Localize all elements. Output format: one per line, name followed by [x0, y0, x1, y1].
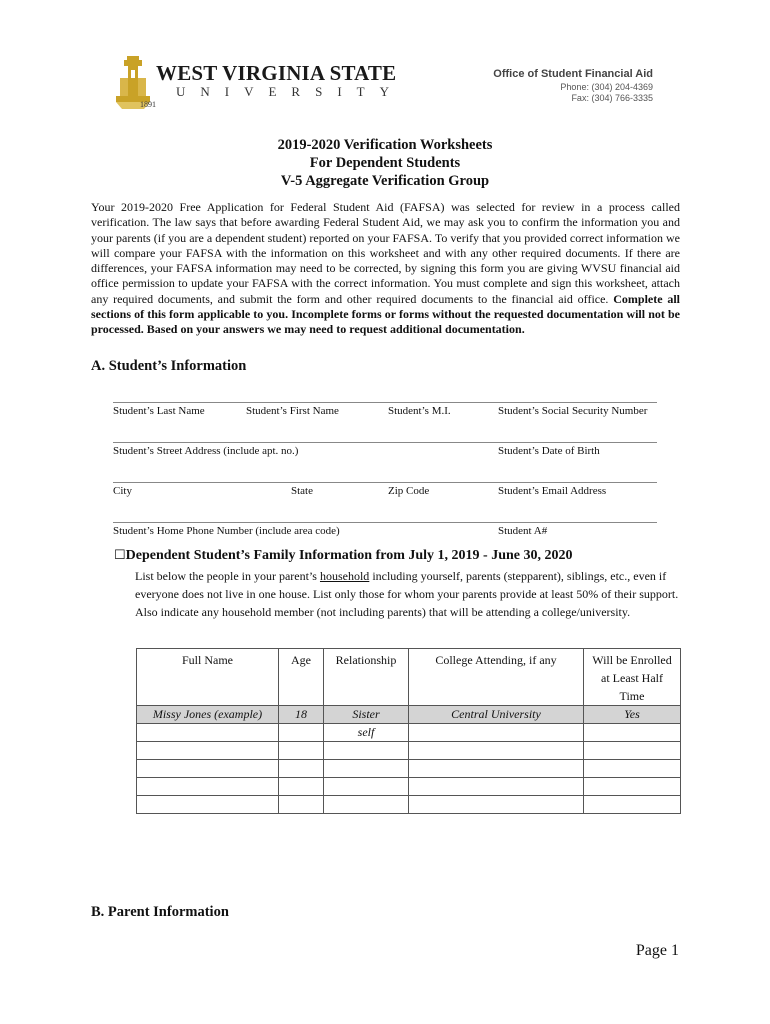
cell-name[interactable]: [137, 760, 279, 778]
table-row-self: [137, 724, 681, 742]
cell-relationship[interactable]: [324, 742, 409, 760]
section-b-title: B. Parent Information: [91, 904, 229, 920]
col-age: Age: [279, 649, 324, 706]
cell-college[interactable]: [409, 760, 584, 778]
cell-age[interactable]: [279, 796, 324, 814]
col-relationship: Relationship: [324, 649, 409, 706]
col-half-time: Will be Enrolled at Least Half Time: [584, 649, 681, 706]
table-row-example: [137, 706, 681, 724]
zip-label: Zip Code: [388, 485, 430, 497]
table-row: [137, 778, 681, 796]
student-row1-line[interactable]: [113, 402, 657, 403]
student-a-number-label: Student A#: [498, 525, 548, 537]
cell-half-time[interactable]: [584, 796, 681, 814]
col-full-name: Full Name: [137, 649, 279, 706]
cell-college[interactable]: [409, 796, 584, 814]
family-checkbox[interactable]: ☐: [114, 547, 126, 562]
cell-name[interactable]: [137, 724, 279, 742]
title-line-2: For Dependent Students: [309, 155, 461, 171]
cell-name: Missy Jones (example): [137, 706, 279, 724]
cell-age[interactable]: [279, 760, 324, 778]
cell-half-time[interactable]: [584, 778, 681, 796]
page-number: Page 1: [635, 942, 679, 959]
cell-relationship[interactable]: [324, 796, 409, 814]
cell-relationship: Sister: [324, 706, 409, 724]
state-label: State: [291, 485, 313, 497]
cell-college[interactable]: [409, 778, 584, 796]
cell-half-time[interactable]: [584, 742, 681, 760]
family-heading-row: [114, 546, 573, 564]
table-row: [137, 760, 681, 778]
mi-label: Student’s M.I.: [388, 405, 451, 417]
cell-relationship[interactable]: self: [324, 724, 409, 742]
city-label: City: [113, 485, 132, 497]
university-name: WEST VIRGINIA STATE: [156, 61, 397, 85]
table-row: [137, 796, 681, 814]
cell-college[interactable]: [409, 724, 584, 742]
title-line-3: V-5 Aggregate Verification Group: [280, 173, 490, 189]
cell-half-time[interactable]: [584, 724, 681, 742]
first-name-label: Student’s First Name: [246, 405, 339, 417]
cell-relationship[interactable]: [324, 778, 409, 796]
student-row4-line[interactable]: [113, 522, 657, 523]
section-a-title: A. Student’s Information: [91, 358, 247, 374]
cell-name[interactable]: [137, 778, 279, 796]
cell-age[interactable]: [279, 742, 324, 760]
street-address-label: Student’s Street Address (include apt. no.): [113, 445, 299, 457]
intro-paragraph: [91, 200, 680, 338]
cell-name[interactable]: [137, 796, 279, 814]
title-line-1: 2019-2020 Verification Worksheets: [277, 137, 493, 153]
last-name-label: Student’s Last Name: [113, 405, 205, 417]
cell-half-time[interactable]: [584, 760, 681, 778]
cell-age[interactable]: [279, 724, 324, 742]
intro-bold-text: Complete all sections of this form applicable to you. Incomplete forms or forms without the requested documentation will not be processed. Based on your answers we may need to request additional documentation.: [91, 291, 681, 337]
date-of-birth-label: Student’s Date of Birth: [498, 445, 600, 457]
family-description: [135, 567, 683, 621]
cell-age: 18: [279, 706, 324, 724]
university-word: UNIVERSITY: [176, 84, 404, 99]
table-row: [137, 742, 681, 760]
ssn-label: Student’s Social Security Number: [498, 405, 648, 417]
cell-age[interactable]: [279, 778, 324, 796]
cell-relationship[interactable]: [324, 760, 409, 778]
family-heading: Dependent Student’s Family Information from July 1, 2019 - June 30, 2020: [125, 548, 573, 563]
cell-college: Central University: [409, 706, 584, 724]
cell-name[interactable]: [137, 742, 279, 760]
cell-college[interactable]: [409, 742, 584, 760]
intro-text: Your 2019-2020 Free Application for Federal Student Aid (FAFSA) was selected for review in a process called verification. The law says that before awarding Federal Student Aid, we may ask you to confirm the information you and your parents (if you are a dependent student) reported on your FAFSA. To verify that you provided correct information we will compare your FAFSA with the information on this worksheet and with any other required documents. If there are differences, your FAFSA information may need to be corrected, by signing this form you are giving WVSU financial aid office permission to update your FAFSA with the correct information. You must complete and sign this worksheet, attach any required documents, and submit the form and other required documents to the financial aid office.: [91, 200, 680, 306]
family-desc-part2: including yourself, parents (stepparent), siblings, etc., even if everyone does not live in one house. List only those for whom your parents provide at least 50% of their support. Also indicate any household member (not including parents) that will be attending a college/university.: [135, 569, 679, 619]
student-row3-line[interactable]: [113, 482, 657, 483]
home-phone-label: Student’s Home Phone Number (include area code): [113, 525, 340, 537]
family-table: [136, 648, 681, 814]
office-phone: Phone: (304) 204-4369: [560, 82, 653, 92]
office-fax: Fax: (304) 766-3335: [571, 93, 653, 103]
cell-half-time: Yes: [584, 706, 681, 724]
office-name: Office of Student Financial Aid: [493, 68, 653, 80]
email-label: Student’s Email Address: [498, 485, 607, 497]
family-desc-household: household: [319, 569, 370, 583]
founded-year: 1891: [140, 100, 156, 109]
family-desc-part1: List below the people in your parent’s: [135, 569, 320, 583]
student-row2-line[interactable]: [113, 442, 657, 443]
col-college: College Attending, if any: [409, 649, 584, 706]
family-table-header: [137, 649, 681, 706]
